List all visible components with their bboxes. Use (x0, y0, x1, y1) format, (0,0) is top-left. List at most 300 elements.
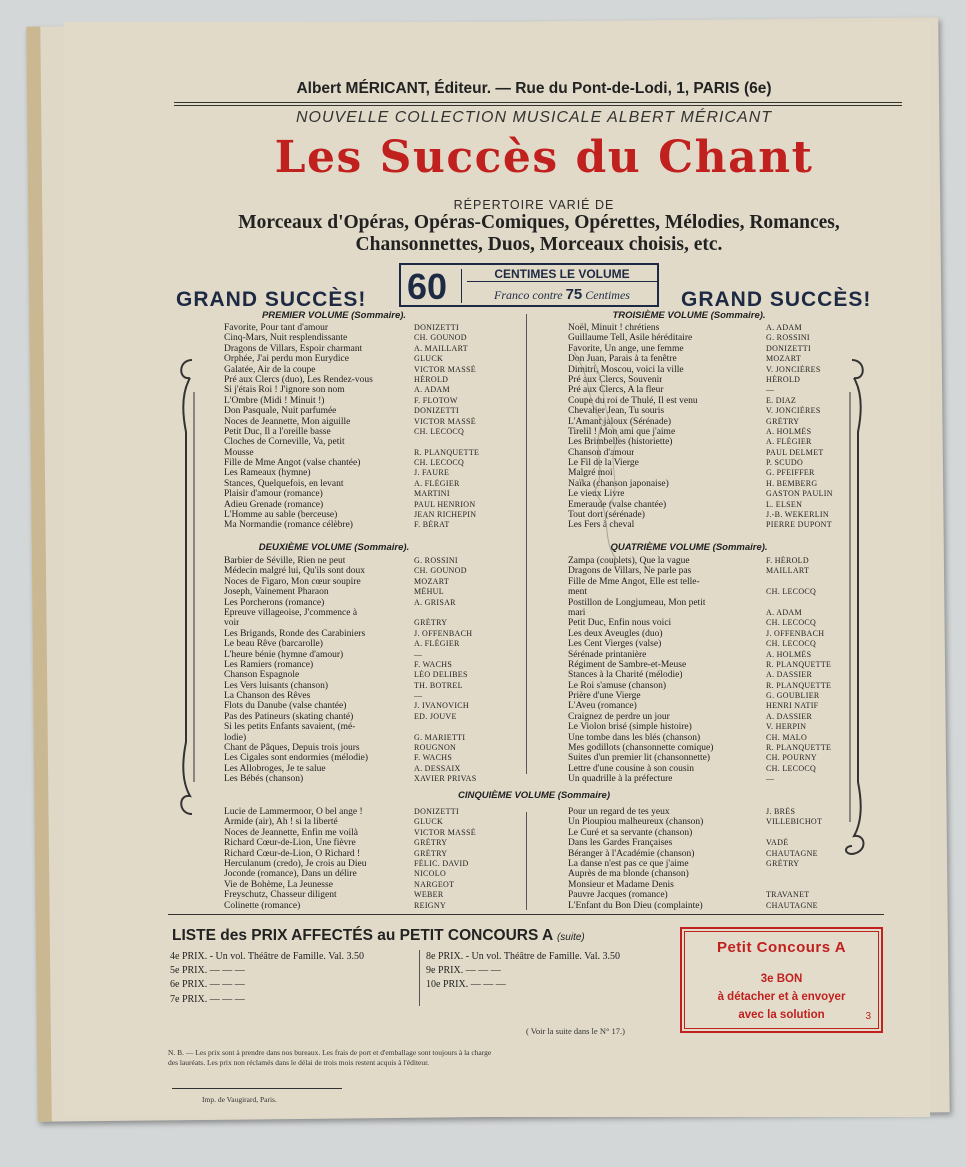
song-composer: CH. LECOCQ (766, 587, 817, 597)
song-title: Les Ramiers (romance) (224, 659, 314, 670)
prize-row: 10e PRIX. — — — (426, 979, 506, 991)
song-title: Les Cigales sont endormies (mélodie) (224, 753, 369, 764)
song-composer: CH. LECOCQ (766, 639, 817, 649)
song-row (568, 629, 843, 639)
song-title: Les Vers luisants (chanson) (224, 680, 329, 691)
song-title: Fille de Mme Angot (valse chantée) (224, 458, 361, 469)
song-row (224, 427, 484, 437)
song-title: Lucie de Lammermoor, O bel ange ! (224, 807, 363, 817)
song-composer: CH. LECOCQ (766, 763, 817, 773)
song-row (568, 701, 843, 711)
song-row (224, 828, 484, 838)
song-row (224, 323, 484, 333)
song-composer: — (766, 774, 775, 784)
song-row (224, 670, 484, 680)
song-title: voir (224, 618, 240, 629)
song-composer: MAILLART (766, 566, 810, 576)
song-row (568, 660, 843, 670)
song-composer: L. ELSEN (766, 499, 803, 509)
song-title: Dimitri, Moscou, voici la ville (568, 364, 684, 375)
song-title: Le beau Rêve (barcarolle) (224, 639, 323, 650)
song-row (568, 817, 843, 827)
song-title: Les Brigands, Ronde des Carabiniers (224, 628, 366, 639)
song-title: Le Violon brisé (simple histoire) (568, 722, 692, 733)
song-title: Herculanum (credo), Je crois au Dieu (224, 858, 367, 869)
song-composer: J.-B. WEKERLIN (766, 510, 829, 520)
song-row (568, 838, 843, 848)
song-row (224, 764, 484, 774)
prize-title-suffix: (suite) (556, 932, 585, 943)
song-title: Si les petits Enfants savaient, (mé- (224, 722, 356, 733)
song-row (224, 500, 484, 510)
song-title: Monsieur et Madame Denis (568, 879, 674, 890)
song-row (224, 890, 484, 900)
song-row (568, 691, 843, 701)
song-title: Les Allobroges, Je te salue (224, 763, 326, 774)
song-composer: — (414, 649, 423, 659)
song-composer: G. ROSSINI (414, 556, 458, 565)
volume-5-list-right (568, 807, 843, 911)
song-composer: F. BÉRAT (414, 520, 450, 530)
column-divider (526, 314, 527, 774)
prize-title-text: LISTE des PRIX AFFECTÉS au PETIT CONCOURS A (172, 927, 553, 944)
song-composer (766, 577, 843, 587)
song-row (568, 880, 843, 890)
song-title: Le vieux Livre (568, 489, 625, 500)
song-title: Ma Normandie (romance célèbre) (224, 520, 353, 531)
song-composer: CH. GOUNOD (414, 566, 467, 576)
song-composer: NICOLO (414, 869, 447, 879)
song-composer: J. OFFENBACH (766, 628, 825, 638)
song-row (568, 743, 843, 753)
song-composer: GLUCK (414, 354, 444, 364)
song-row (224, 838, 484, 848)
song-row (224, 650, 484, 660)
prize-row: 8e PRIX. - Un vol. Théâtre de Famille. Val. 3.50 (426, 951, 621, 962)
song-title: Stances à la Charité (mélodie) (568, 670, 683, 681)
song-title: Béranger à l'Académie (chanson) (568, 848, 695, 859)
volume-3-heading: TROISIÈME VOLUME (Sommaire). (612, 310, 766, 321)
song-composer: DONIZETTI (414, 323, 459, 332)
pencil-scribble-icon (564, 342, 644, 572)
song-composer: F. FLOTOW (414, 395, 458, 405)
song-title: Joseph, Vainement Pharaon (224, 587, 329, 598)
song-composer (766, 880, 843, 890)
prize-row: 4e PRIX. - Un vol. Théâtre de Famille. Val. 3.50 (170, 951, 365, 962)
song-composer: A. GRISAR (414, 597, 456, 607)
song-title: Flots du Danube (valse chantée) (224, 701, 347, 712)
song-composer: CH. MALO (766, 732, 808, 742)
song-composer: MÉHUL (414, 587, 444, 597)
song-composer: R. PLANQUETTE (414, 447, 480, 457)
song-title: Noël, Minuit ! chrétiens (568, 323, 660, 333)
song-composer: GRÉTRY (766, 858, 800, 868)
imprint-rule (172, 1088, 342, 1089)
header-rule (174, 102, 902, 103)
publisher-line: Albert MÉRICANT, Éditeur. — Rue du Pont-de-Lodi, 1, PARIS (6e) (296, 80, 772, 97)
song-row (224, 618, 484, 628)
price-divider (461, 269, 462, 303)
song-row (224, 587, 484, 597)
volume-2-list (224, 556, 484, 785)
song-composer: CH. LECOCQ (414, 458, 465, 468)
coupon-bon: 3e BON (760, 973, 803, 985)
song-row (224, 639, 484, 649)
song-title: Freyschutz, Chasseur diligent (224, 890, 337, 901)
song-title: Petit Duc, Enfin nous voici (568, 618, 672, 629)
song-title: Auprès de ma blonde (chanson) (568, 869, 689, 880)
description-line-2: Chansonnettes, Duos, Morceaux choisis, etc. (355, 234, 723, 255)
franco-value: 75 (565, 286, 583, 303)
song-title: L'Homme au sable (berceuse) (224, 510, 338, 521)
song-row (568, 681, 843, 691)
song-title: Epreuve villageoise, J'commence à (224, 607, 358, 618)
repertoire-description (164, 212, 914, 256)
song-composer: G. GOUBLIER (766, 691, 820, 701)
coupon-number: 3 (865, 1011, 871, 1022)
column-divider-lower (526, 812, 527, 910)
song-row (224, 660, 484, 670)
song-composer: A. DESSAIX (414, 763, 461, 773)
song-composer: R. PLANQUETTE (766, 680, 832, 690)
song-title: Cinq-Mars, Nuit resplendissante (224, 333, 348, 344)
song-row (224, 417, 484, 427)
song-title: Malgré moi (568, 468, 613, 479)
prize-divider (419, 950, 420, 1006)
song-row (224, 859, 484, 869)
song-composer: VICTOR MASSÉ (414, 364, 476, 374)
song-composer: XAVIER PRIVAS (414, 774, 477, 784)
song-composer: V. HERPIN (766, 722, 807, 732)
song-title: Les Cent Vierges (valse) (568, 639, 662, 650)
song-row (568, 859, 843, 869)
song-row (224, 385, 484, 395)
song-title: Richard Cœur-de-Lion, Une fièvre (224, 838, 356, 849)
song-row (224, 869, 484, 879)
song-composer: CHAUTAGNE (766, 900, 818, 910)
song-title: Le Roi s'amuse (chanson) (568, 680, 667, 691)
song-title: Armide (air), Ah ! si la liberté (224, 817, 338, 828)
song-row (568, 722, 843, 732)
volume-4-list (568, 556, 843, 785)
song-composer: J. OFFENBACH (414, 628, 473, 638)
main-title: Les Succès du Chant (274, 132, 814, 183)
song-composer: ROUGNON (414, 743, 457, 753)
grand-succes-left: GRAND SUCCÈS! (176, 288, 367, 311)
right-ornament-icon (840, 352, 886, 862)
prize-row: 7e PRIX. — — — (170, 993, 245, 1005)
song-composer: G. PFEIFFER (766, 468, 815, 478)
song-composer: P. SCUDO (766, 458, 804, 468)
song-composer: A. ADAM (414, 385, 450, 395)
song-composer: A. ADAM (766, 607, 802, 617)
song-composer: DONIZETTI (766, 343, 811, 353)
song-title: Fille de Mme Angot, Elle est telle- (568, 576, 700, 587)
song-title: La Chanson des Rêves (224, 691, 311, 702)
song-composer: A. ADAM (766, 323, 802, 332)
song-row (224, 566, 484, 576)
song-title: Chant de Pâques, Depuis trois jours (224, 743, 360, 754)
song-composer: CH. LECOCQ (766, 618, 817, 628)
song-row (224, 733, 484, 743)
song-row (568, 323, 843, 333)
subtitle: RÉPERTOIRE VARIÉ DE (453, 198, 615, 212)
volume-1-heading: PREMIER VOLUME (Sommaire). (261, 310, 407, 321)
song-row (224, 448, 484, 458)
song-row (568, 587, 843, 597)
nota-bene-line-1: N. B. — Les prix sont à prendre dans nos bureaux. Les frais de port et d'emballage sont toujours à la charge (168, 1048, 492, 1057)
song-row (568, 774, 843, 784)
song-composer: CH. POURNY (766, 753, 818, 763)
back-cover-page (64, 22, 930, 1117)
song-title: Pré aux Clercs, A la fleur (568, 385, 664, 396)
song-row (224, 333, 484, 343)
song-composer: VICTOR MASSÉ (414, 416, 476, 426)
song-title: Dans les Gardes Françaises (568, 838, 673, 849)
song-composer: — (414, 691, 423, 701)
song-title: Vie de Bohème, La Jeunesse (224, 879, 333, 890)
song-composer: A. HOLMÈS (766, 649, 812, 659)
song-row (224, 354, 484, 364)
song-title: Les Fers à cheval (568, 520, 635, 531)
song-title: Adieu Grenade (romance) (224, 499, 324, 510)
song-composer: VADÉ (766, 838, 789, 848)
song-row (568, 849, 843, 859)
song-row (568, 828, 843, 838)
song-row (224, 743, 484, 753)
prize-row: 5e PRIX. — — — (170, 965, 245, 977)
franco-prefix: Franco contre (494, 288, 563, 302)
song-title: L'Aveu (romance) (568, 701, 637, 712)
prize-list-title (172, 927, 585, 945)
song-row (224, 406, 484, 416)
song-row (224, 901, 484, 911)
song-row (568, 753, 843, 763)
song-title: Pauvre Jacques (romance) (568, 890, 668, 901)
volume-4-heading: QUATRIÈME VOLUME (Sommaire). (610, 542, 768, 553)
song-title: Joconde (romance), Dans un délire (224, 869, 357, 880)
song-title: La danse n'est pas ce que j'aime (568, 858, 689, 869)
song-row (224, 375, 484, 385)
price-per-volume: CENTIMES LE VOLUME (467, 267, 657, 282)
song-title: Noces de Figaro, Mon cœur soupire (224, 576, 361, 587)
song-row (224, 510, 484, 520)
song-composer: MARTINI (414, 489, 450, 499)
song-row (224, 489, 484, 499)
song-row (224, 880, 484, 890)
left-ornament-icon (168, 352, 202, 822)
concours-coupon[interactable] (680, 927, 883, 1033)
song-title: mari (568, 607, 586, 618)
prize-row: 6e PRIX. — — — (170, 979, 245, 991)
song-composer: — (766, 385, 775, 395)
song-composer: J. FAURE (414, 468, 450, 478)
price-number: 60 (407, 266, 448, 307)
song-title: Une tombe dans les blés (chanson) (568, 732, 701, 743)
volume-5-list-left (224, 807, 484, 911)
song-composer: V. JONCIÈRES (766, 406, 821, 416)
song-title: Les Porcherons (romance) (224, 597, 325, 608)
song-composer: TRAVANET (766, 890, 810, 900)
song-title: Le Curé et sa servante (chanson) (568, 827, 693, 838)
song-title: Régiment de Sambre-et-Meuse (568, 659, 687, 670)
coupon-solution: avec la solution (738, 1009, 825, 1021)
song-row (224, 629, 484, 639)
song-title: Lettre d'une cousine à son cousin (568, 763, 694, 774)
song-row (224, 396, 484, 406)
song-row (568, 618, 843, 628)
song-row (224, 681, 484, 691)
song-title: L'Amant jaloux (Sérénade) (568, 416, 672, 427)
song-title: Un quadrille à la préfecture (568, 774, 673, 785)
song-title: Mes godillots (chansonnette comique) (568, 743, 714, 754)
song-composer (766, 828, 843, 838)
song-composer: TH. BOTREL (414, 680, 463, 690)
song-title: Mousse (224, 447, 254, 458)
song-row (568, 807, 843, 817)
song-title: Pré aux Clercs (duo), Les Rendez-vous (224, 374, 373, 385)
header-rule-thin (174, 105, 902, 106)
song-composer: A. FLÉGIER (766, 437, 812, 447)
song-title: Cloches de Corneville, Va, petit (224, 437, 345, 448)
song-composer: HÉROLD (766, 374, 801, 384)
song-title: lodie) (224, 732, 247, 743)
song-row (224, 437, 484, 447)
song-composer: NARGEOT (414, 879, 455, 889)
song-row (224, 701, 484, 711)
song-title: L'Ombre (Midi ! Minuit !) (224, 395, 325, 406)
song-composer: LÉO DELIBES (414, 670, 468, 680)
song-composer: J. IVANOVICH (414, 701, 470, 711)
song-row (224, 753, 484, 763)
song-composer: J. BRÈS (766, 807, 796, 816)
song-row (568, 639, 843, 649)
song-composer: WEBER (414, 890, 444, 900)
song-composer: CHAUTAGNE (766, 848, 818, 858)
song-composer: GRÉTRY (414, 618, 448, 628)
song-composer: HENRI NATIF (766, 701, 819, 711)
volume-5-heading: CINQUIÈME VOLUME (Sommaire) (457, 790, 611, 801)
song-row (224, 817, 484, 827)
song-title: Emeraude (valse chantée) (568, 499, 667, 510)
song-title: ment (568, 587, 587, 598)
coupon-title: Petit Concours A (716, 939, 847, 956)
song-row (224, 598, 484, 608)
song-composer: DONIZETTI (414, 807, 459, 816)
song-row (568, 577, 843, 587)
song-composer: DONIZETTI (414, 406, 459, 416)
imprint: Imp. de Vaugirard, Paris. (202, 1095, 277, 1104)
song-composer: A. FLÉGIER (414, 478, 460, 488)
coupon-instruction: à détacher et à envoyer (717, 991, 846, 1003)
song-title: Pour un regard de tes yeux (568, 807, 670, 817)
song-title: Plaisir d'amour (romance) (224, 489, 323, 500)
song-row (224, 849, 484, 859)
prize-section-rule (168, 914, 884, 915)
song-composer: F. WACHS (414, 753, 453, 763)
song-title: Petit Duc, Il a l'oreille basse (224, 426, 331, 437)
song-row (224, 468, 484, 478)
song-composer: MOZART (414, 576, 450, 586)
song-title: Chanson d'amour (568, 447, 635, 458)
song-title: Stances, Quelquefois, en levant (224, 478, 344, 489)
song-title: Coupe du roi de Thulé, Il est venu (568, 395, 698, 406)
prize-list-right (426, 950, 620, 993)
song-row (568, 869, 843, 879)
song-composer: JEAN RICHEPIN (414, 510, 477, 520)
song-title: Richard Cœur-de-Lion, O Richard ! (224, 848, 361, 859)
song-composer: G. ROSSINI (766, 333, 810, 343)
song-title: Le Fil de la Vierge (568, 458, 639, 469)
song-composer: CH. GOUNOD (414, 333, 467, 343)
song-composer: PIERRE DUPONT (766, 520, 832, 530)
song-title: Prière d'une Vierge (568, 691, 641, 702)
song-title: Noces de Jeannette, Mon aiguille (224, 416, 351, 427)
prize-list-left (170, 950, 364, 1007)
song-composer: A. MAILLART (414, 343, 468, 353)
song-row (224, 608, 484, 618)
song-title: Les Bébés (chanson) (224, 774, 304, 785)
song-composer: R. PLANQUETTE (766, 659, 832, 669)
description-line-1: Morceaux d'Opéras, Opéras-Comiques, Opérettes, Mélodies, Romances, (238, 212, 840, 233)
song-title: Les deux Aveugles (duo) (568, 628, 663, 639)
song-row (224, 577, 484, 587)
nota-bene-line-2: des lauréats. Les prix non réclamés dans le délai de trois mois restent acquis à l'éditeur. (168, 1058, 430, 1067)
song-title: Noces de Jeannette, Enfin me voilà (224, 827, 359, 838)
song-title: Guillaume Tell, Asile héréditaire (568, 333, 693, 344)
song-composer (766, 598, 843, 608)
song-composer: VICTOR MASSÉ (414, 827, 476, 837)
song-title: Tout dort (sérénade) (568, 510, 645, 521)
song-composer: A. FLÉGIER (414, 639, 460, 649)
song-title: Si j'étais Roi ! J'ignore son nom (224, 385, 345, 396)
song-composer: A. DASSIER (766, 670, 813, 680)
song-title: Dragons de Villars, Espoir charmant (224, 343, 363, 354)
song-row (568, 764, 843, 774)
song-title: Craignez de perdre un jour (568, 711, 670, 722)
song-row (224, 365, 484, 375)
song-composer: A. DASSIER (766, 711, 813, 721)
song-title: Barbier de Séville, Rien ne peut (224, 556, 346, 566)
song-row (568, 670, 843, 680)
song-composer: F. WACHS (414, 659, 453, 669)
song-row (224, 807, 484, 817)
song-composer: H. BEMBERG (766, 478, 818, 488)
song-row (224, 344, 484, 354)
song-title: Les Brimbelles (historiette) (568, 437, 673, 448)
song-title: Suites d'un premier lit (chansonnette) (568, 753, 711, 764)
song-row (224, 458, 484, 468)
song-title: L'heure bénie (hymne d'amour) (224, 649, 344, 660)
song-row (568, 608, 843, 618)
song-title: Zampa (couplets), Que la vague (568, 556, 690, 566)
price-franco (467, 286, 657, 303)
song-row (224, 520, 484, 530)
song-title: Colinette (romance) (224, 900, 301, 911)
franco-suffix: Centimes (585, 288, 630, 302)
song-title: Sérénade printanière (568, 649, 647, 660)
song-row (224, 774, 484, 784)
song-composer: V. JONCIÈRES (766, 364, 821, 374)
song-composer (414, 437, 484, 447)
song-composer: REIGNY (414, 900, 447, 910)
song-composer: PAUL HENRION (414, 499, 476, 509)
song-title: Les Rameaux (hymne) (224, 468, 311, 479)
price-box (399, 263, 659, 307)
song-composer: FÉLIC. DAVID (414, 858, 469, 868)
song-composer: GRÉTRY (414, 838, 448, 848)
song-composer: GLUCK (414, 817, 444, 827)
